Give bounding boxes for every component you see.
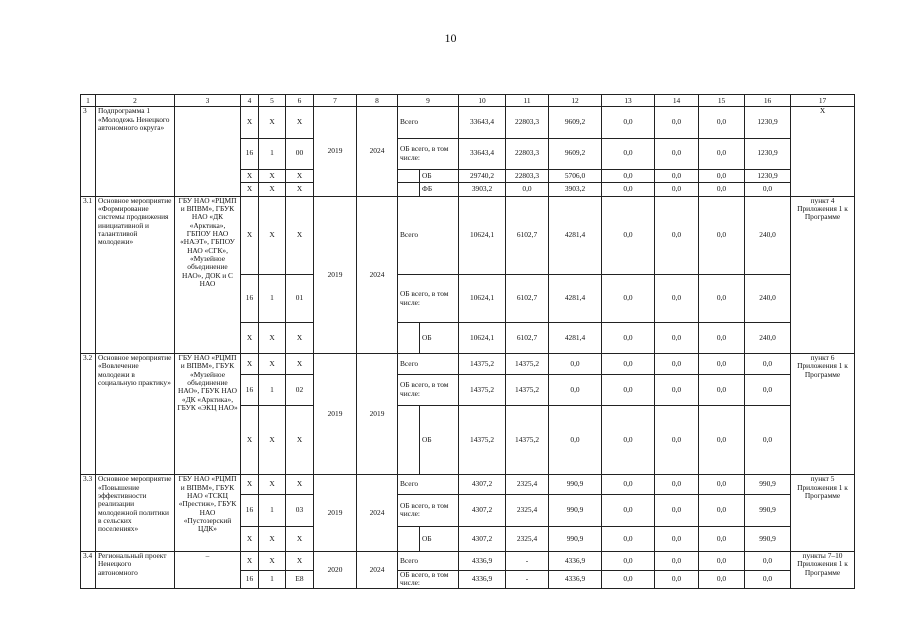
- amount-cell: 0,0: [602, 169, 655, 182]
- funding-source: Всего: [398, 354, 459, 375]
- funding-source: ОБ всего, в том числе:: [398, 275, 459, 323]
- amount-cell: 14375,2: [506, 354, 549, 375]
- code-program: Х: [259, 183, 286, 196]
- amount-cell: 0,0: [602, 374, 655, 405]
- amount-cell: 0,0: [602, 275, 655, 323]
- amount-cell: 9609,2: [549, 138, 602, 169]
- row-number: 3.4: [81, 551, 96, 588]
- code-grbs: Х: [241, 322, 259, 353]
- amount-cell: 0,0: [655, 169, 699, 182]
- indent-cell: [398, 527, 420, 552]
- amount-cell: 2325,4: [506, 527, 549, 552]
- executor: ГБУ НАО «РЦМП и ВПВМ», ГБУК НАО «ТСКЦ «Престиж», ГБУК НАО «Пустозерский ЦДК»: [175, 475, 241, 552]
- funding-source: ОБ всего, в том числе:: [398, 570, 459, 588]
- amount-cell: 4336,9: [459, 570, 506, 588]
- code-item: Х: [286, 527, 314, 552]
- header-cell: 4: [241, 95, 259, 107]
- amount-cell: 4281,4: [549, 322, 602, 353]
- amount-cell: 10624,1: [459, 196, 506, 275]
- funding-source: ОБ: [420, 527, 459, 552]
- amount-cell: 1230,9: [745, 169, 791, 182]
- funding-source: ОБ всего, в том числе:: [398, 138, 459, 169]
- year-start: 2019: [314, 354, 357, 475]
- amount-cell: 0,0: [549, 405, 602, 474]
- amount-cell: 4307,2: [459, 475, 506, 495]
- header-cell: 5: [259, 95, 286, 107]
- table-row: [81, 196, 855, 275]
- measure-name: Основное мероприятие «Вовлечение молодежи в социальную практику»: [96, 354, 175, 475]
- amount-cell: 4336,9: [549, 551, 602, 570]
- header-cell: 15: [699, 95, 745, 107]
- code-item: Х: [286, 322, 314, 353]
- code-grbs: Х: [241, 183, 259, 196]
- amount-cell: 0,0: [602, 570, 655, 588]
- code-item: 03: [286, 494, 314, 526]
- code-item: Х: [286, 107, 314, 138]
- amount-cell: 0,0: [745, 354, 791, 375]
- amount-cell: 2325,4: [506, 494, 549, 526]
- amount-cell: 14375,2: [506, 405, 549, 474]
- measure-name: Основное мероприятие «Формирование системы продвижения инициативной и талантливой молодежи»: [96, 196, 175, 353]
- row-number: 3.3: [81, 475, 96, 552]
- amount-cell: 0,0: [745, 551, 791, 570]
- amount-cell: 33643,4: [459, 138, 506, 169]
- amount-cell: 0,0: [655, 183, 699, 196]
- amount-cell: 990,9: [745, 527, 791, 552]
- header-cell: 3: [175, 95, 241, 107]
- code-program: Х: [259, 322, 286, 353]
- amount-cell: 4336,9: [459, 551, 506, 570]
- code-program: Х: [259, 107, 286, 138]
- code-item: Х: [286, 196, 314, 275]
- amount-cell: 9609,2: [549, 107, 602, 138]
- amount-cell: 0,0: [699, 527, 745, 552]
- code-program: 1: [259, 275, 286, 323]
- amount-cell: 0,0: [655, 322, 699, 353]
- amount-cell: 240,0: [745, 322, 791, 353]
- amount-cell: 990,9: [745, 475, 791, 495]
- code-grbs: Х: [241, 354, 259, 375]
- funding-source: ОБ: [420, 322, 459, 353]
- measure-name: Подпрограмма 1 «Молодежь Ненецкого автономного округа»: [96, 107, 175, 196]
- year-end: 2024: [357, 551, 398, 588]
- header-cell: 16: [745, 95, 791, 107]
- header-cell: 8: [357, 95, 398, 107]
- code-grbs: 16: [241, 374, 259, 405]
- amount-cell: 990,9: [745, 494, 791, 526]
- code-program: Х: [259, 405, 286, 474]
- amount-cell: 29740,2: [459, 169, 506, 182]
- code-program: 1: [259, 374, 286, 405]
- code-grbs: 16: [241, 570, 259, 588]
- indent-cell: [398, 405, 420, 474]
- amount-cell: 5706,0: [549, 169, 602, 182]
- year-end: 2024: [357, 196, 398, 353]
- amount-cell: 1230,9: [745, 107, 791, 138]
- amount-cell: 0,0: [699, 169, 745, 182]
- amount-cell: 0,0: [655, 551, 699, 570]
- header-cell: 11: [506, 95, 549, 107]
- amount-cell: 22803,3: [506, 169, 549, 182]
- amount-cell: 4281,4: [549, 275, 602, 323]
- note: Х: [791, 107, 855, 196]
- code-item: Е8: [286, 570, 314, 588]
- amount-cell: 0,0: [602, 183, 655, 196]
- amount-cell: 0,0: [699, 570, 745, 588]
- header-cell: 14: [655, 95, 699, 107]
- amount-cell: 6102,7: [506, 196, 549, 275]
- code-item: Х: [286, 354, 314, 375]
- year-start: 2020: [314, 551, 357, 588]
- amount-cell: 0,0: [699, 494, 745, 526]
- amount-cell: 0,0: [655, 138, 699, 169]
- year-end: 2024: [357, 107, 398, 196]
- code-item: 01: [286, 275, 314, 323]
- amount-cell: 0,0: [655, 354, 699, 375]
- amount-cell: 4336,9: [549, 570, 602, 588]
- amount-cell: 0,0: [699, 183, 745, 196]
- table-row: [81, 354, 855, 375]
- amount-cell: 4307,2: [459, 527, 506, 552]
- header-cell: 2: [96, 95, 175, 107]
- amount-cell: 0,0: [506, 183, 549, 196]
- amount-cell: 990,9: [549, 494, 602, 526]
- amount-cell: 0,0: [602, 322, 655, 353]
- header-row: [81, 95, 855, 107]
- header-cell: 7: [314, 95, 357, 107]
- amount-cell: 3903,2: [459, 183, 506, 196]
- code-grbs: Х: [241, 475, 259, 495]
- code-item: Х: [286, 169, 314, 182]
- funding-source: ОБ: [420, 405, 459, 474]
- row-number: 3: [81, 107, 96, 196]
- code-program: 1: [259, 570, 286, 588]
- amount-cell: 0,0: [699, 322, 745, 353]
- amount-cell: 0,0: [602, 494, 655, 526]
- header-cell: 6: [286, 95, 314, 107]
- amount-cell: 14375,2: [459, 374, 506, 405]
- funding-source: Всего: [398, 551, 459, 570]
- measure-name: Основное мероприятие «Повышение эффективности реализации молодежной политики в сельских поселениях»: [96, 475, 175, 552]
- amount-cell: 14375,2: [459, 354, 506, 375]
- amount-cell: 0,0: [699, 107, 745, 138]
- funding-source: ФБ: [420, 183, 459, 196]
- amount-cell: 0,0: [745, 183, 791, 196]
- amount-cell: 0,0: [699, 374, 745, 405]
- code-grbs: Х: [241, 107, 259, 138]
- code-grbs: Х: [241, 405, 259, 474]
- amount-cell: 0,0: [655, 570, 699, 588]
- amount-cell: 4281,4: [549, 196, 602, 275]
- amount-cell: 2325,4: [506, 475, 549, 495]
- code-program: 1: [259, 138, 286, 169]
- code-grbs: 16: [241, 275, 259, 323]
- row-number: 3.1: [81, 196, 96, 353]
- amount-cell: 0,0: [655, 405, 699, 474]
- funding-source: ОБ всего, в том числе:: [398, 374, 459, 405]
- year-end: 2019: [357, 354, 398, 475]
- code-program: Х: [259, 475, 286, 495]
- code-program: Х: [259, 196, 286, 275]
- amount-cell: 0,0: [655, 275, 699, 323]
- amount-cell: 22803,3: [506, 138, 549, 169]
- amount-cell: -: [506, 570, 549, 588]
- measure-name: Региональный проект Ненецкого автономного: [96, 551, 175, 588]
- amount-cell: 4307,2: [459, 494, 506, 526]
- indent-cell: [398, 183, 420, 196]
- indent-cell: [398, 169, 420, 182]
- executor: –: [175, 551, 241, 588]
- indent-cell: [398, 322, 420, 353]
- header-cell: 10: [459, 95, 506, 107]
- table-row: [81, 475, 855, 495]
- amount-cell: 0,0: [602, 551, 655, 570]
- note: пункт 5 Приложения 1 к Программе: [791, 475, 855, 552]
- year-end: 2024: [357, 475, 398, 552]
- header-cell: 9: [398, 95, 459, 107]
- code-program: Х: [259, 551, 286, 570]
- amount-cell: 0,0: [745, 570, 791, 588]
- executor: ГБУ НАО «РЦМП и ВПВМ», ГБУК «Музейное объединение НАО», ГБУК НАО «ДК «Арктика», ГБУК «ЭКЦ НАО»: [175, 354, 241, 475]
- funding-source: ОБ: [420, 169, 459, 182]
- code-item: Х: [286, 475, 314, 495]
- code-item: Х: [286, 183, 314, 196]
- code-grbs: Х: [241, 551, 259, 570]
- code-grbs: Х: [241, 169, 259, 182]
- code-grbs: Х: [241, 196, 259, 275]
- amount-cell: 0,0: [655, 374, 699, 405]
- amount-cell: 0,0: [655, 494, 699, 526]
- amount-cell: 0,0: [699, 475, 745, 495]
- amount-cell: 0,0: [655, 107, 699, 138]
- header-cell: 13: [602, 95, 655, 107]
- amount-cell: 0,0: [602, 196, 655, 275]
- amount-cell: 6102,7: [506, 322, 549, 353]
- amount-cell: -: [506, 551, 549, 570]
- code-grbs: 16: [241, 494, 259, 526]
- code-program: Х: [259, 169, 286, 182]
- note: пункт 6 Приложения 1 к Программе: [791, 354, 855, 475]
- year-start: 2019: [314, 475, 357, 552]
- code-program: 1: [259, 494, 286, 526]
- executor: ГБУ НАО «РЦМП и ВПВМ», ГБУК НАО «ДК «Арктика», ГБПОУ НАО «НАЭТ», ГБПОУ НАО «СГК», «Музейное объединение НАО», ДОК и С НАО: [175, 196, 241, 353]
- amount-cell: 0,0: [549, 374, 602, 405]
- year-start: 2019: [314, 107, 357, 196]
- amount-cell: 0,0: [699, 551, 745, 570]
- amount-cell: 10624,1: [459, 322, 506, 353]
- amount-cell: 0,0: [699, 196, 745, 275]
- row-number: 3.2: [81, 354, 96, 475]
- amount-cell: 0,0: [602, 405, 655, 474]
- amount-cell: 22803,3: [506, 107, 549, 138]
- amount-cell: 990,9: [549, 527, 602, 552]
- table-row: [81, 551, 855, 570]
- amount-cell: 0,0: [699, 405, 745, 474]
- header-cell: 1: [81, 95, 96, 107]
- amount-cell: 14375,2: [459, 405, 506, 474]
- amount-cell: 14375,2: [506, 374, 549, 405]
- amount-cell: 240,0: [745, 196, 791, 275]
- amount-cell: 33643,4: [459, 107, 506, 138]
- amount-cell: 1230,9: [745, 138, 791, 169]
- funding-source: ОБ всего, в том числе:: [398, 494, 459, 526]
- amount-cell: 0,0: [699, 275, 745, 323]
- amount-cell: 0,0: [745, 374, 791, 405]
- amount-cell: 6102,7: [506, 275, 549, 323]
- code-item: Х: [286, 405, 314, 474]
- year-start: 2019: [314, 196, 357, 353]
- amount-cell: 0,0: [602, 107, 655, 138]
- note: пункт 4 Приложения 1 к Программе: [791, 196, 855, 353]
- code-grbs: 16: [241, 138, 259, 169]
- header-cell: 12: [549, 95, 602, 107]
- code-program: Х: [259, 354, 286, 375]
- note: пункты 7–10 Приложения 1 к Программе: [791, 551, 855, 588]
- funding-source: Всего: [398, 475, 459, 495]
- code-item: Х: [286, 551, 314, 570]
- code-item: 02: [286, 374, 314, 405]
- amount-cell: 0,0: [699, 354, 745, 375]
- amount-cell: 0,0: [655, 196, 699, 275]
- amount-cell: 0,0: [602, 354, 655, 375]
- amount-cell: 0,0: [655, 527, 699, 552]
- amount-cell: 0,0: [602, 475, 655, 495]
- header-cell: 17: [791, 95, 855, 107]
- amount-cell: 990,9: [549, 475, 602, 495]
- code-grbs: Х: [241, 527, 259, 552]
- budget-table: [80, 94, 855, 589]
- amount-cell: 0,0: [699, 138, 745, 169]
- amount-cell: 0,0: [602, 527, 655, 552]
- funding-source: Всего: [398, 107, 459, 138]
- amount-cell: 0,0: [549, 354, 602, 375]
- amount-cell: 240,0: [745, 275, 791, 323]
- code-program: Х: [259, 527, 286, 552]
- code-item: 00: [286, 138, 314, 169]
- amount-cell: 0,0: [655, 475, 699, 495]
- amount-cell: 10624,1: [459, 275, 506, 323]
- funding-source: Всего: [398, 196, 459, 275]
- executor: [175, 107, 241, 196]
- amount-cell: 3903,2: [549, 183, 602, 196]
- amount-cell: 0,0: [745, 405, 791, 474]
- page-number: 10: [444, 31, 457, 45]
- table-row: [81, 107, 855, 138]
- amount-cell: 0,0: [602, 138, 655, 169]
